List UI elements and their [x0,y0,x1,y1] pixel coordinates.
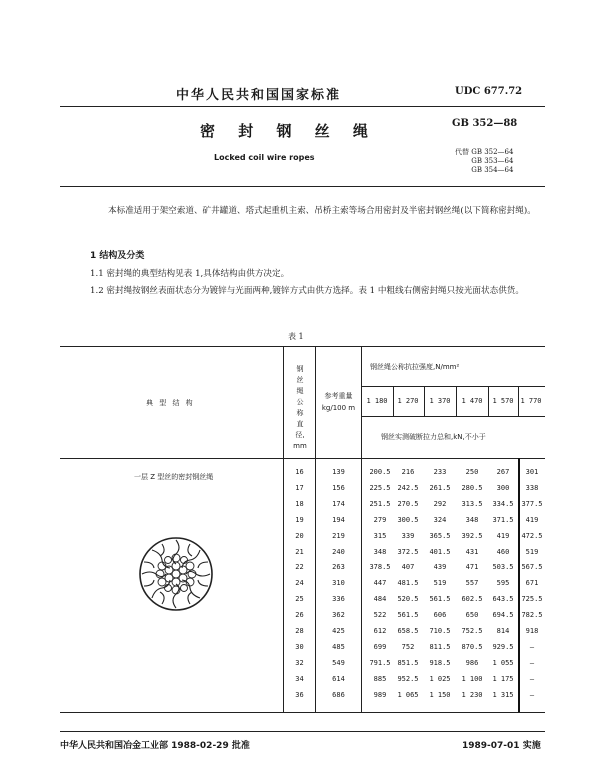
force-cell: 752 [401,642,415,651]
strength-header: 钢丝绳公称抗拉强度,N/mm² [370,363,460,371]
force-cell: 851.5 [397,658,419,667]
force-cell: 567.5 [521,563,543,572]
weight-cell: 156 [332,483,345,492]
diameter-cell: 34 [295,674,304,683]
weight-cell: 240 [332,547,345,556]
force-cell: 1 175 [492,674,514,683]
diameter-cell: 17 [295,483,304,492]
force-cell: 1 025 [429,674,451,683]
force-cell: 447 [373,579,387,588]
force-cell: 520.5 [397,595,419,604]
force-cell: 1 315 [492,690,514,699]
force-cell: 918.5 [429,658,451,667]
force-cell: 595 [496,579,510,588]
force-cell: 225.5 [369,483,391,492]
force-cell: 1 055 [492,658,514,667]
weight-cell: 362 [332,611,345,620]
diameter-cell: 30 [295,642,304,651]
force-cell: 324 [433,515,447,524]
diameter-cell: 20 [295,531,304,540]
weight-cell: 219 [332,531,345,540]
table-bottom-rule [60,712,545,713]
weight-cell: 310 [332,579,345,588]
force-cell: 699 [373,642,387,651]
diameter-cell: 22 [295,563,304,572]
diameter-cell: 18 [295,499,304,508]
force-cell: 752.5 [461,627,483,635]
issuer-title: 中华人民共和国国家标准 [176,88,342,103]
force-cell: 419 [496,531,510,540]
force-cell: 782.5 [521,611,543,620]
standard-number: GB 352—88 [452,118,518,129]
weight-cell: 194 [332,515,345,524]
force-cell: 401.5 [429,547,451,556]
force-cell: 313.5 [461,499,483,508]
force-cell: — [529,658,535,667]
force-cell: 519 [525,547,539,556]
force-cell: 471 [465,563,479,572]
force-cell: 279 [373,515,387,524]
replaces-label: 代替 [455,148,469,156]
replaces-item: GB 354—64 [471,166,514,174]
force-cell: 671 [525,579,539,588]
force-cell: 503.5 [492,563,514,572]
strength-value: 1 770 [520,397,542,405]
force-cell: 1 065 [397,690,419,699]
diameter-cell: 21 [295,547,304,556]
force-cell: 334.5 [492,499,514,508]
weight-cell: 425 [332,627,345,635]
force-cell: 365.5 [429,531,451,540]
force-cell: 481.5 [397,579,419,588]
diameter-cell: 25 [295,595,304,604]
weight-cell: 336 [332,595,345,604]
force-cell: — [529,642,535,651]
force-cell: 658.5 [397,627,419,635]
force-cell: 811.5 [429,642,451,651]
force-cell: 561.5 [397,611,419,620]
force-cell: 870.5 [461,642,483,651]
effective-date: 1989-07-01 实施 [462,741,541,751]
diameter-cell: 24 [295,579,304,588]
weight-cell: 174 [332,499,345,508]
rope-cross-section-image [138,536,214,612]
weight-header: 参考重量 kg/100 m [321,392,356,412]
structure-name: 一层 Z 型丝的密封钢丝绳 [134,473,214,481]
table-label: 表 1 [288,332,304,341]
force-cell: 348 [373,547,387,556]
force-cell: 612 [373,627,387,635]
force-cell: 814 [496,627,510,635]
diameter-cell: 32 [295,658,304,667]
force-cell: 460 [496,547,510,556]
force-cell: — [529,674,535,683]
force-cell: 519 [433,579,447,588]
force-cell: 484 [373,595,387,604]
footer-rule [60,731,545,732]
force-cell: 557 [465,579,479,588]
strength-value: 1 370 [429,397,451,405]
force-cell: 251.5 [369,499,391,508]
force-cell: 292 [433,499,447,508]
force-cell: 300 [496,483,510,492]
strength-value: 1 470 [461,397,483,405]
force-cell: 339 [401,531,415,540]
diameter-cell: 19 [295,515,304,524]
force-cell: 561.5 [429,595,451,604]
weight-cell: 686 [332,690,345,699]
force-cell: 392.5 [461,531,483,540]
force-cell: 918 [525,627,539,635]
force-cell: 602.5 [461,595,483,604]
force-cell: 267 [496,468,510,476]
force-cell: 407 [401,563,415,572]
udc-code: UDC 677.72 [455,86,523,97]
diameter-cell: 28 [295,627,304,635]
weight-cell: 549 [332,658,345,667]
approval-note: 中华人民共和国冶金工业部 1988-02-29 批准 [60,741,250,751]
force-cell: 989 [373,690,387,699]
weight-cell: 139 [332,468,345,476]
replaces-item: GB 352—64 [471,148,514,156]
force-cell: 301 [525,468,539,476]
force-cell: 522 [373,611,387,620]
diameter-cell: 26 [295,611,304,620]
force-cell: 348 [465,515,479,524]
weight-cell: 263 [332,563,345,572]
force-header: 钢丝实测破断拉力总和,kN,不小于 [381,433,486,441]
table-top-rule [60,346,545,347]
force-cell: 1 100 [461,674,483,683]
force-cell: 270.5 [397,499,419,508]
force-cell: 1 150 [429,690,451,699]
col-divider [283,346,284,712]
force-cell: 242.5 [397,483,419,492]
force-cell: 372.5 [397,547,419,556]
force-cell: 986 [465,658,479,667]
english-title: Locked coil wire ropes [214,153,315,162]
force-cell: 791.5 [369,658,391,667]
force-cell: 710.5 [429,627,451,635]
force-cell: 378.5 [369,563,391,572]
force-cell: 315 [373,531,387,540]
force-cell: 431 [465,547,479,556]
force-cell: 377.5 [521,499,543,508]
force-cell: 250 [465,468,479,476]
diameter-cell: 36 [295,690,304,699]
weight-cell: 614 [332,674,345,683]
diameter-header: 钢 丝 绳 公 称 直 径, mm [293,365,307,450]
table-header-rule [60,458,545,459]
force-cell: 439 [433,563,447,572]
force-cell: 216 [401,468,415,476]
force-cell: 261.5 [429,483,451,492]
force-cell: 952.5 [397,674,419,683]
replaces-item: GB 353—64 [471,157,514,165]
force-cell: 643.5 [492,595,514,604]
force-cell: 694.5 [492,611,514,620]
structure-header: 典 型 结 构 [146,399,195,407]
force-cell: 885 [373,674,387,683]
strength-values-rule [361,416,545,417]
intro-paragraph: 本标准适用于架空索道、矿井罐道、塔式起重机主索、吊桥主索等场合用密封及半密封钢丝绳(以下简称密封绳)。 [108,206,536,216]
force-cell: 338 [525,483,539,492]
force-cell: 419 [525,515,539,524]
force-cell: 371.5 [492,515,514,524]
weight-cell: 485 [332,642,345,651]
force-cell: 606 [433,611,447,620]
force-cell: 233 [433,468,447,476]
strength-value: 1 180 [366,397,388,405]
force-cell: — [529,690,535,699]
strength-value: 1 270 [397,397,419,405]
force-cell: 300.5 [397,515,419,524]
force-cell: 650 [465,611,479,620]
force-cell: 1 230 [461,690,483,699]
force-cell: 200.5 [369,468,391,476]
section-heading: 1 结构及分类 [90,251,145,261]
force-cell: 929.5 [492,642,514,651]
clause-1-1: 1.1 密封绳的典型结构见表 1,具体结构由供方决定。 [90,269,290,279]
clause-1-2: 1.2 密封绳按钢丝表面状态分为镀锌与光面两种,镀锌方式由供方选择。表 1 中粗线右侧密封绳只按光面状态供货。 [90,286,524,296]
document-title: 密 封 钢 丝 绳 [200,122,377,140]
strength-value: 1 570 [492,397,514,405]
force-cell: 725.5 [521,595,543,604]
force-cell: 280.5 [461,483,483,492]
force-cell: 472.5 [521,531,543,540]
diameter-cell: 16 [295,468,304,476]
